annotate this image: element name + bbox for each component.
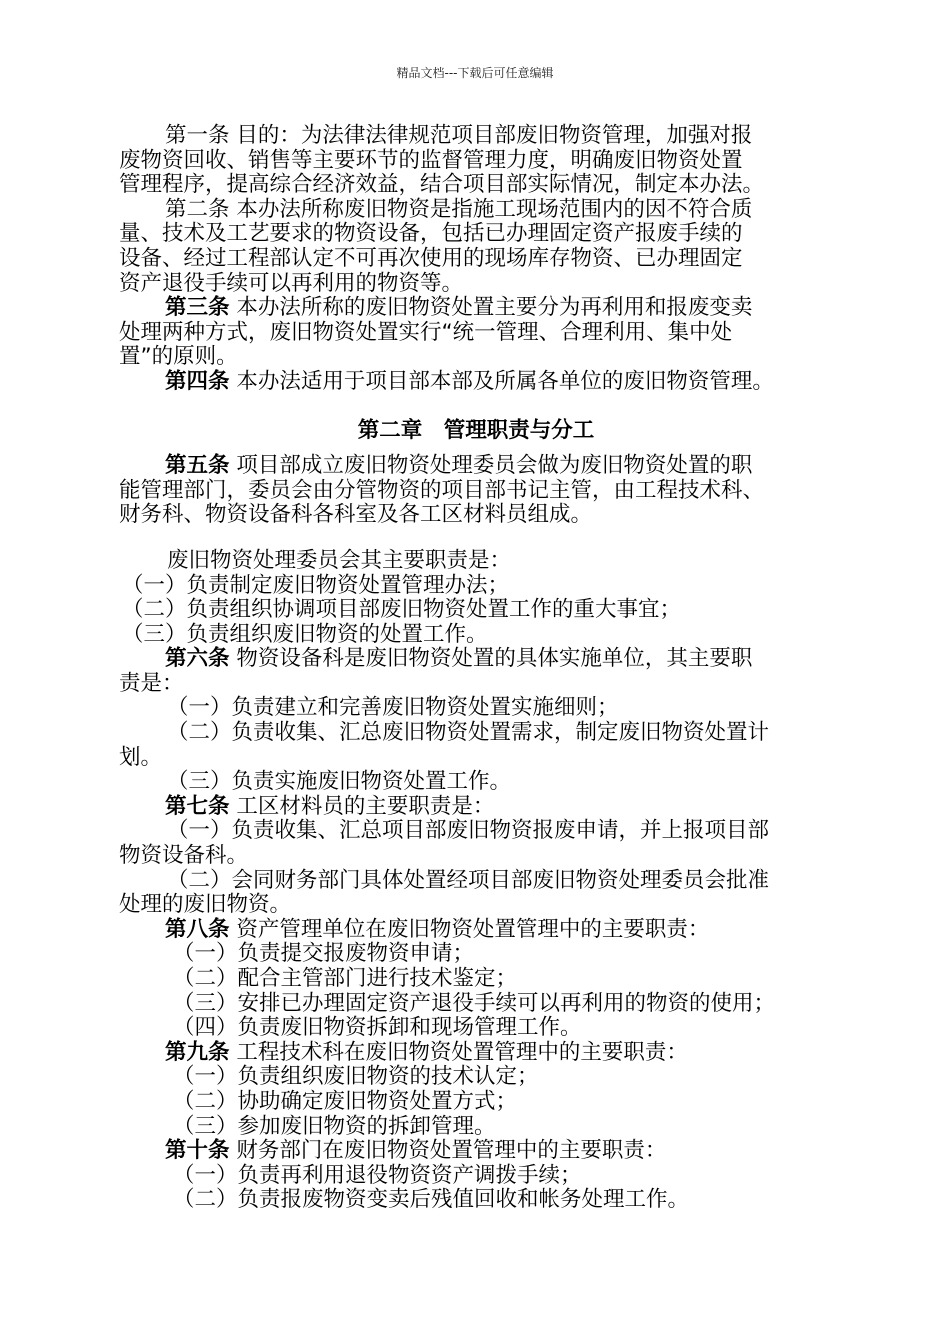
article-6-duty-1: （一）负责建立和完善废旧物资处置实施细则；	[167, 695, 619, 721]
article-10-text: 财务部门在废旧物资处置管理中的主要职责：	[229, 1138, 667, 1164]
article-5-heading: 第五条	[165, 453, 230, 479]
article-7-duty-2-cont: 处理的废旧物资。	[119, 892, 292, 918]
article-10-line-1	[119, 1139, 839, 1164]
article-6-text: 物资设备科是废旧物资处置的具体实施单位，其主要职	[229, 646, 753, 672]
article-2-line-1: 第二条 本办法所称废旧物资是指施工现场范围内的因不符合质	[165, 196, 753, 222]
article-7-heading: 第七条	[165, 793, 230, 819]
committee-duty-1: （一）负责制定废旧物资处置管理办法；	[122, 572, 510, 598]
article-5-line-3: 财务科、物资设备科各科室及各工区材料员组成。	[119, 502, 593, 528]
article-1-line-3: 管理程序，提高综合经济效益，结合项目部实际情况，制定本办法。	[119, 172, 765, 198]
article-6-duty-3: （三）负责实施废旧物资处置工作。	[167, 769, 512, 795]
article-5-line-2: 能管理部门，委员会由分管物资的项目部书记主管，由工程技术科、	[119, 477, 765, 503]
committee-duty-3: （三）负责组织废旧物资的处置工作。	[122, 621, 488, 647]
article-6-line-2: 责是：	[119, 670, 184, 696]
article-7-duty-1-cont: 物资设备科。	[119, 843, 249, 869]
article-8-text: 资产管理单位在废旧物资处置管理中的主要职责：	[229, 916, 710, 942]
article-5-line-1	[119, 454, 839, 479]
article-8-line-1	[119, 918, 839, 943]
article-6-heading: 第六条	[165, 646, 230, 672]
article-7-text: 工区材料员的主要职责是：	[229, 793, 495, 819]
article-1-line-1: 第一条 目的：为法律法律规范项目部废旧物资管理，加强对报	[165, 123, 753, 148]
article-2-line-3: 设备、经过工程部认定不可再次使用的现场库存物资、已办理固定	[119, 245, 743, 271]
article-3-text: 本办法所称的废旧物资处置主要分为再利用和报废变卖	[229, 295, 753, 321]
article-4-line-1	[119, 370, 839, 395]
article-2-line-4: 资产退役手续可以再利用的物资等。	[119, 270, 464, 296]
article-7-duty-2: （二）会同财务部门具体处置经项目部废旧物资处理委员会批准	[167, 867, 770, 893]
article-8-duty-1: （一）负责提交报废物资申请；	[173, 941, 475, 967]
article-8-duty-4: （四）负责废旧物资拆卸和现场管理工作。	[173, 1015, 582, 1041]
article-9-duty-3: （三）参加废旧物资的拆卸管理。	[173, 1113, 496, 1139]
article-4-text: 本办法适用于项目部本部及所属各单位的废旧物资管理。	[229, 368, 774, 394]
article-10-duty-1: （一）负责再利用退役物资资产调拨手续；	[173, 1162, 582, 1188]
article-9-heading: 第九条	[165, 1039, 230, 1065]
article-7-line-1	[119, 795, 839, 820]
article-5-text: 项目部成立废旧物资处理委员会做为废旧物资处置的职	[229, 453, 753, 479]
article-1-line-2: 废物资回收、销售等主要环节的监督管理力度，明确废旧物资处置	[119, 147, 743, 173]
article-6-duty-2: （二）负责收集、汇总废旧物资处置需求，制定废旧物资处置计	[167, 720, 770, 746]
paragraph-gap	[119, 528, 839, 549]
article-9-text: 工程技术科在废旧物资处置管理中的主要职责：	[229, 1039, 688, 1065]
article-8-duty-3: （三）安排已办理固定资产退役手续可以再利用的物资的使用；	[173, 990, 776, 1016]
article-9-line-1	[119, 1041, 839, 1066]
article-8-duty-2: （二）配合主管部门进行技术鉴定；	[173, 966, 518, 991]
article-3-line-1	[119, 296, 839, 321]
article-10-duty-2: （二）负责报废物资变卖后残值回收和帐务处理工作。	[173, 1187, 690, 1213]
chapter-title: 第二章 管理职责与分工	[357, 417, 595, 443]
article-3-heading: 第三条	[165, 295, 230, 321]
article-6-duty-2-cont: 划。	[119, 744, 163, 770]
article-9-duty-2: （二）协助确定废旧物资处置方式；	[173, 1088, 518, 1114]
page-header: 精品文档---下载后可任意编辑	[396, 66, 554, 80]
document-body	[119, 124, 839, 1213]
committee-duties-intro: 废旧物资处理委员会其主要职责是：	[167, 547, 512, 573]
article-3-line-3: 置”的原则。	[119, 344, 238, 370]
article-3-line-2: 处理两种方式，废旧物资处置实行“统一管理、合理利用、集中处	[119, 319, 733, 345]
article-6-line-1	[119, 647, 839, 672]
article-7-duty-1: （一）负责收集、汇总项目部废旧物资报废申请，并上报项目部	[167, 818, 770, 844]
article-9-duty-1: （一）负责组织废旧物资的技术认定；	[173, 1064, 539, 1090]
article-4-heading: 第四条	[165, 368, 230, 394]
committee-duty-2: （二）负责组织协调项目部废旧物资处置工作的重大事宜；	[122, 597, 682, 623]
article-8-heading: 第八条	[165, 916, 230, 942]
article-2-line-2: 量、技术及工艺要求的物资设备，包括已办理固定资产报废手续的	[119, 221, 743, 247]
article-10-heading: 第十条	[165, 1138, 230, 1164]
